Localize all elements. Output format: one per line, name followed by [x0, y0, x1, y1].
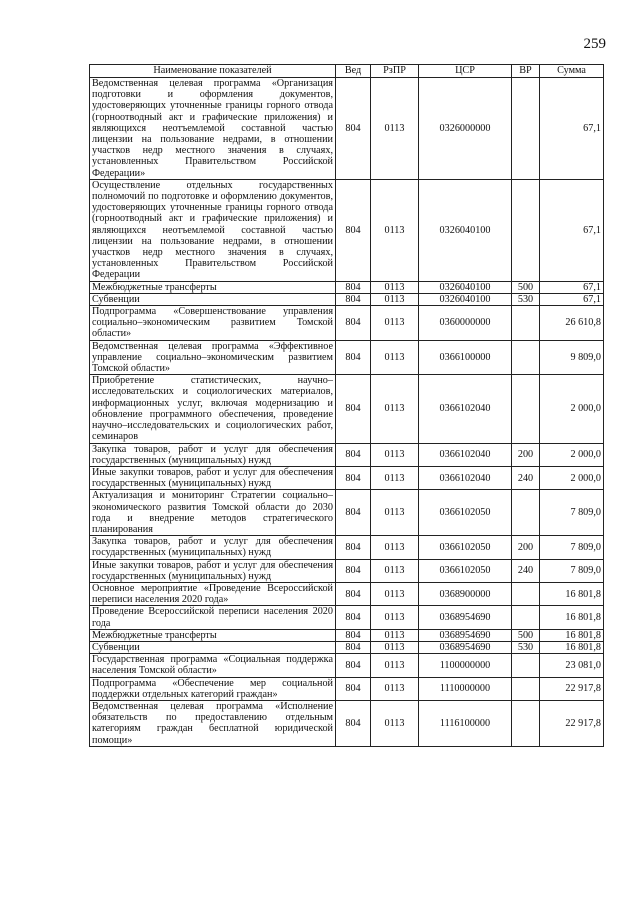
row-ved: 804: [336, 179, 371, 281]
row-csr: 0326000000: [419, 78, 512, 180]
row-vr: [512, 179, 540, 281]
row-rzpr: 0113: [371, 281, 419, 293]
row-csr: 0366102050: [419, 490, 512, 536]
row-rzpr: 0113: [371, 536, 419, 559]
row-ved: 804: [336, 629, 371, 641]
row-sum: 16 801,8: [540, 629, 604, 641]
row-sum: 2 000,0: [540, 466, 604, 489]
row-vr: 500: [512, 281, 540, 293]
table-row: [90, 306, 604, 341]
header-sum: Сумма: [540, 65, 604, 78]
row-sum: 67,1: [540, 179, 604, 281]
row-vr: 240: [512, 466, 540, 489]
row-rzpr: 0113: [371, 654, 419, 677]
table-row: [90, 677, 604, 700]
row-ved: 804: [336, 677, 371, 700]
table-row: [90, 466, 604, 489]
row-csr: 0368954690: [419, 629, 512, 641]
table-row: [90, 490, 604, 536]
table-row: [90, 641, 604, 653]
row-name: Актуализация и мониторинг Стратегии социально–экономического развития Томской области до 2030 года и внедрение методов стратегического планирования: [90, 490, 336, 536]
row-ved: 804: [336, 582, 371, 605]
row-sum: 7 809,0: [540, 559, 604, 582]
row-sum: 23 081,0: [540, 654, 604, 677]
row-name: Проведение Всероссийской переписи населения 2020 года: [90, 606, 336, 629]
table-row: [90, 654, 604, 677]
row-csr: 0368900000: [419, 582, 512, 605]
row-rzpr: 0113: [371, 179, 419, 281]
row-sum: 7 809,0: [540, 536, 604, 559]
row-ved: 804: [336, 281, 371, 293]
row-name: Подпрограмма «Обеспечение мер социальной поддержки отдельных категорий граждан»: [90, 677, 336, 700]
row-vr: [512, 490, 540, 536]
row-csr: 0368954690: [419, 641, 512, 653]
row-sum: 7 809,0: [540, 490, 604, 536]
row-csr: 0366102050: [419, 559, 512, 582]
row-name: Иные закупки товаров, работ и услуг для обеспечения государственных (муниципальных) нужд: [90, 466, 336, 489]
row-rzpr: 0113: [371, 375, 419, 443]
row-csr: 0366102040: [419, 443, 512, 466]
row-vr: [512, 677, 540, 700]
row-ved: 804: [336, 536, 371, 559]
table-row: [90, 293, 604, 305]
row-sum: 67,1: [540, 293, 604, 305]
row-sum: 2 000,0: [540, 443, 604, 466]
row-csr: 1110000000: [419, 677, 512, 700]
row-rzpr: 0113: [371, 340, 419, 375]
row-sum: 22 917,8: [540, 700, 604, 746]
header-csr: ЦСР: [419, 65, 512, 78]
row-vr: [512, 340, 540, 375]
header-vr: ВР: [512, 65, 540, 78]
row-csr: 0366102040: [419, 375, 512, 443]
table-row: [90, 536, 604, 559]
table-row: [90, 582, 604, 605]
header-rzpr: РзПР: [371, 65, 419, 78]
row-rzpr: 0113: [371, 466, 419, 489]
row-rzpr: 0113: [371, 677, 419, 700]
row-ved: 804: [336, 375, 371, 443]
row-rzpr: 0113: [371, 293, 419, 305]
row-name: Государственная программа «Социальная поддержка населения Томской области»: [90, 654, 336, 677]
row-name: Иные закупки товаров, работ и услуг для обеспечения государственных (муниципальных) нужд: [90, 559, 336, 582]
row-rzpr: 0113: [371, 78, 419, 180]
row-rzpr: 0113: [371, 641, 419, 653]
row-sum: 16 801,8: [540, 582, 604, 605]
page-number: 259: [583, 36, 606, 52]
table-row: [90, 559, 604, 582]
row-vr: [512, 606, 540, 629]
table-header-row: [90, 65, 604, 78]
table-row: [90, 606, 604, 629]
row-vr: 500: [512, 629, 540, 641]
row-vr: [512, 654, 540, 677]
row-sum: 26 610,8: [540, 306, 604, 341]
row-csr: 0360000000: [419, 306, 512, 341]
row-csr: 0326040100: [419, 281, 512, 293]
row-csr: 1116100000: [419, 700, 512, 746]
table-row: [90, 375, 604, 443]
row-name: Межбюджетные трансферты: [90, 629, 336, 641]
row-ved: 804: [336, 654, 371, 677]
row-vr: 200: [512, 536, 540, 559]
row-vr: 200: [512, 443, 540, 466]
row-vr: 530: [512, 641, 540, 653]
row-ved: 804: [336, 293, 371, 305]
row-sum: 16 801,8: [540, 641, 604, 653]
row-vr: 530: [512, 293, 540, 305]
row-csr: 1100000000: [419, 654, 512, 677]
row-vr: 240: [512, 559, 540, 582]
row-rzpr: 0113: [371, 443, 419, 466]
row-name: Межбюджетные трансферты: [90, 281, 336, 293]
table-row: [90, 443, 604, 466]
row-ved: 804: [336, 78, 371, 180]
header-name: Наименование показателей: [90, 65, 336, 78]
row-rzpr: 0113: [371, 606, 419, 629]
row-name: Закупка товаров, работ и услуг для обеспечения государственных (муниципальных) нужд: [90, 536, 336, 559]
row-ved: 804: [336, 606, 371, 629]
row-ved: 804: [336, 490, 371, 536]
row-csr: 0326040100: [419, 179, 512, 281]
row-rzpr: 0113: [371, 629, 419, 641]
row-name: Закупка товаров, работ и услуг для обеспечения государственных (муниципальных) нужд: [90, 443, 336, 466]
table-row: [90, 629, 604, 641]
row-name: Приобретение статистических, научно–исследовательских и социологических материалов, информационных услуг, включая модернизацию и обновление программного обеспечения, проведение научно–исследовательских и социологических работ, семинаров: [90, 375, 336, 443]
row-name: Субвенции: [90, 293, 336, 305]
row-csr: 0366100000: [419, 340, 512, 375]
table-row: [90, 340, 604, 375]
table-row: [90, 281, 604, 293]
row-sum: 67,1: [540, 281, 604, 293]
row-name: Ведомственная целевая программа «Исполнение обязательств по предоставлению отдельным категориям граждан бесплатной юридической помощи»: [90, 700, 336, 746]
table-row: [90, 78, 604, 180]
table-row: [90, 179, 604, 281]
row-csr: 0368954690: [419, 606, 512, 629]
row-ved: 804: [336, 466, 371, 489]
row-name: Подпрограмма «Совершенствование управления социально–экономическим развитием Томской области»: [90, 306, 336, 341]
row-sum: 9 809,0: [540, 340, 604, 375]
row-name: Субвенции: [90, 641, 336, 653]
row-vr: [512, 306, 540, 341]
row-name: Основное мероприятие «Проведение Всероссийской переписи населения 2020 года»: [90, 582, 336, 605]
row-csr: 0366102050: [419, 536, 512, 559]
budget-table: [89, 64, 604, 747]
row-ved: 804: [336, 559, 371, 582]
row-name: Ведомственная целевая программа «Эффективное управление социально–экономическим развитием Томской области»: [90, 340, 336, 375]
row-vr: [512, 700, 540, 746]
row-csr: 0326040100: [419, 293, 512, 305]
row-rzpr: 0113: [371, 306, 419, 341]
row-rzpr: 0113: [371, 490, 419, 536]
row-vr: [512, 582, 540, 605]
row-ved: 804: [336, 340, 371, 375]
row-sum: 16 801,8: [540, 606, 604, 629]
row-vr: [512, 375, 540, 443]
row-ved: 804: [336, 306, 371, 341]
row-sum: 67,1: [540, 78, 604, 180]
table-row: [90, 700, 604, 746]
row-rzpr: 0113: [371, 559, 419, 582]
row-sum: 2 000,0: [540, 375, 604, 443]
row-name: Осуществление отдельных государственных полномочий по подготовке и оформлению документов, удостоверяющих уточненные границы горного отвода (горноотводный акт и графические приложения) и являющихся неотъемлемой составной частью лицензии на пользование недрами, в отношении участков недр местного значения в случаях, установленных Правительством Российской Федерации: [90, 179, 336, 281]
row-name: Ведомственная целевая программа «Организация подготовки и оформления документов, удостоверяющих уточненные границы горного отвода (горноотводный акт и графические приложения) и являющихся неотъемлемой составной частью лицензии на пользование недрами, в отношении участков недр местного значения в случаях, установленных Правительством Российской Федерации»: [90, 78, 336, 180]
header-ved: Вед: [336, 65, 371, 78]
row-csr: 0366102040: [419, 466, 512, 489]
row-ved: 804: [336, 641, 371, 653]
row-vr: [512, 78, 540, 180]
row-rzpr: 0113: [371, 582, 419, 605]
row-ved: 804: [336, 700, 371, 746]
row-rzpr: 0113: [371, 700, 419, 746]
row-sum: 22 917,8: [540, 677, 604, 700]
row-ved: 804: [336, 443, 371, 466]
